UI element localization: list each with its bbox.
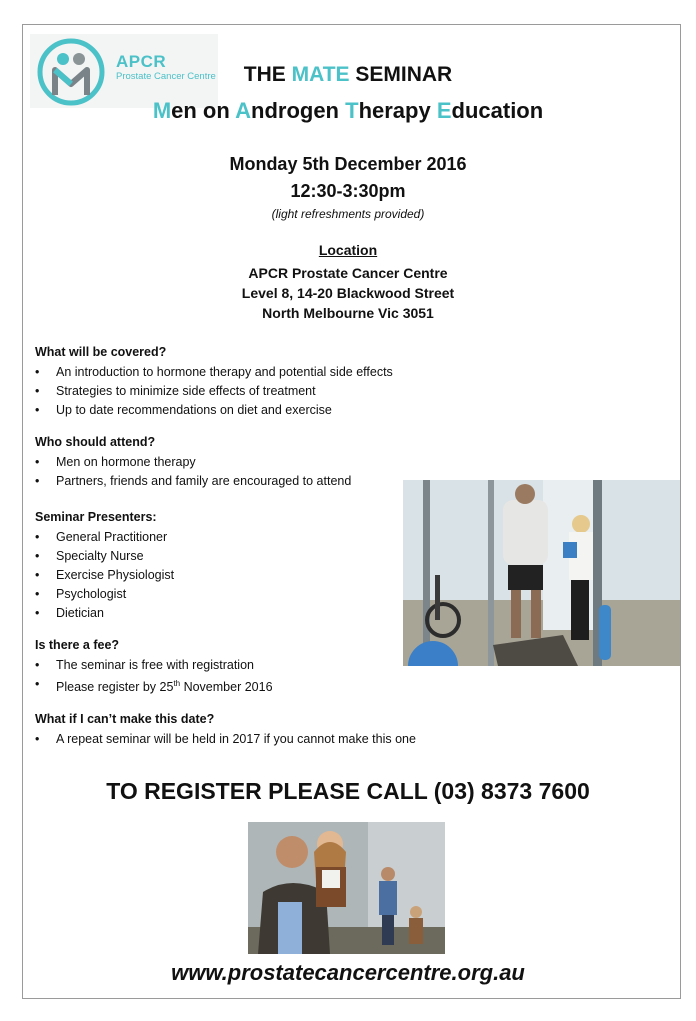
subtitle-initial: T (345, 98, 359, 123)
section-heading: Is there a fee? (35, 638, 120, 652)
exercise-photo (403, 480, 680, 666)
list-item: • Specialty Nurse (35, 549, 144, 563)
section-presenters (35, 510, 174, 623)
list-item: • Please register by 25th November 2016 (35, 677, 273, 695)
section-heading: What will be covered? (35, 345, 167, 359)
list-item: • Partners, friends and family are encouraged to attend (35, 474, 352, 488)
bullet: • (35, 455, 40, 469)
event-date: Monday 5th December 2016 (229, 154, 467, 174)
bullet: • (35, 365, 40, 379)
list-item: • Dietician (35, 606, 104, 620)
location-line: APCR Prostate Cancer Centre (248, 265, 448, 281)
list-item: • Psychologist (35, 587, 127, 601)
section-fee (35, 638, 273, 694)
list-item: • General Practitioner (35, 530, 168, 544)
family-photo-illustration (248, 822, 445, 954)
seminar-title (0, 63, 696, 87)
bullet: • (35, 384, 40, 398)
website-link[interactable]: www.prostatecancercentre.org.au (171, 960, 525, 985)
location-line: Level 8, 14-20 Blackwood Street (241, 285, 455, 301)
bullet: • (35, 658, 40, 672)
bullet: • (35, 732, 40, 746)
exercise-photo-illustration (403, 480, 680, 666)
section-heading: Who should attend? (35, 435, 156, 449)
title-prefix: THE (243, 63, 292, 86)
location-heading: Location (318, 242, 378, 258)
subtitle-initial: E (436, 98, 452, 123)
subtitle-initial: A (235, 98, 251, 123)
logo-subtitle: Prostate Cancer Centre (116, 71, 216, 82)
bullet: • (35, 587, 40, 601)
subtitle-word: herapy (358, 98, 437, 123)
list-item: • An introduction to hormone therapy and potential side effects (35, 365, 393, 379)
section-heading: What if I can’t make this date? (35, 712, 215, 726)
section-repeat (35, 712, 416, 749)
subtitle-word: en on (171, 98, 236, 123)
list-item: • Strategies to minimize side effects of treatment (35, 384, 316, 398)
bullet: • (35, 474, 40, 488)
section-attend (35, 435, 351, 491)
list-item: • Up to date recommendations on diet and exercise (35, 403, 332, 417)
logo-name: APCR (116, 52, 167, 71)
location-line: North Melbourne Vic 3051 (262, 305, 434, 321)
bullet: • (35, 677, 40, 691)
subtitle-word: ducation (451, 98, 544, 123)
list-item: • Exercise Physiologist (35, 568, 175, 582)
title-suffix: SEMINAR (349, 63, 453, 86)
title-highlight: MATE (291, 63, 350, 86)
subtitle-initial: M (152, 98, 172, 123)
event-time: 12:30-3:30pm (290, 181, 406, 201)
subtitle-word: ndrogen (251, 98, 346, 123)
section-heading: Seminar Presenters: (35, 510, 157, 524)
seminar-subtitle (0, 98, 696, 124)
bullet: • (35, 549, 40, 563)
list-item: • A repeat seminar will be held in 2017 if you cannot make this one (35, 732, 416, 746)
register-call-to-action: TO REGISTER PLEASE CALL (03) 8373 7600 (106, 778, 590, 804)
family-photo (248, 822, 445, 954)
superscript: th (173, 679, 181, 688)
section-covered (35, 345, 393, 420)
list-item: • The seminar is free with registration (35, 658, 254, 672)
bullet: • (35, 606, 40, 620)
refreshments-note: (light refreshments provided) (271, 207, 425, 221)
bullet: • (35, 403, 40, 417)
bullet: • (35, 530, 40, 544)
list-item: • Men on hormone therapy (35, 455, 196, 469)
bullet: • (35, 568, 40, 582)
